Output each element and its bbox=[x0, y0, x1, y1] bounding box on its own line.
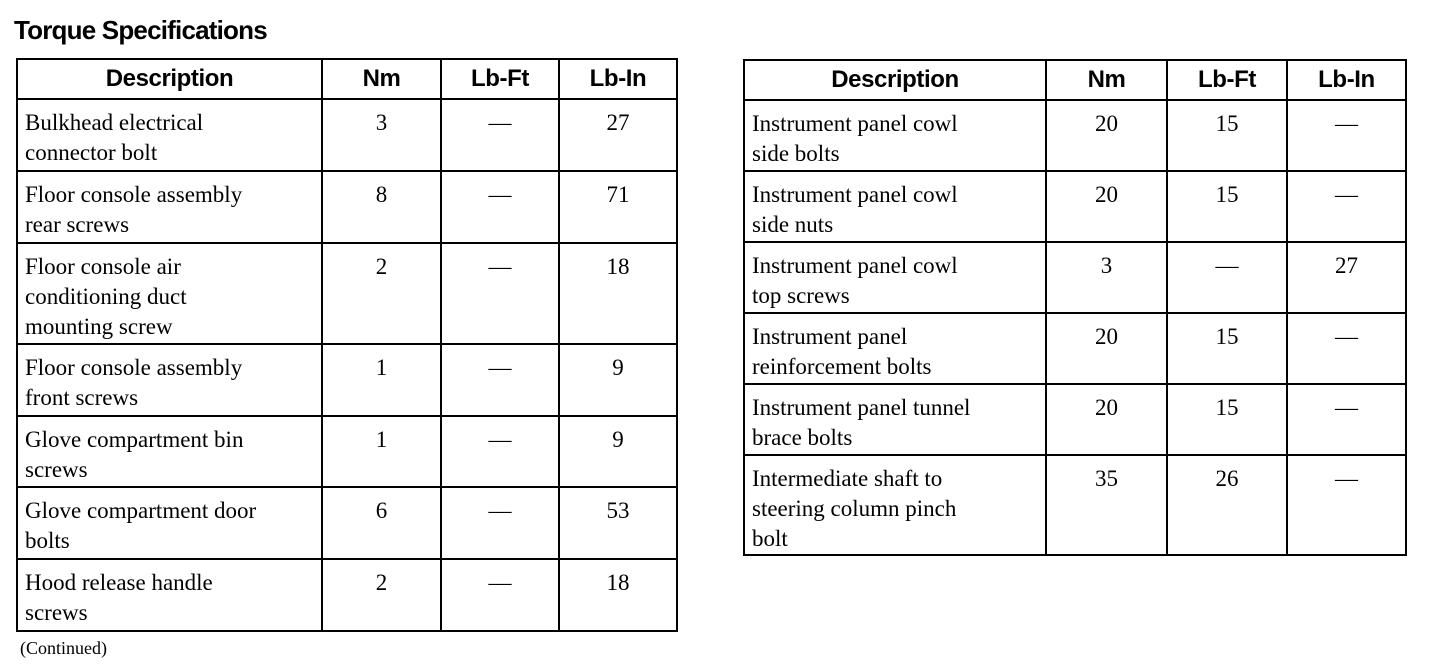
nm-cell: 2 bbox=[322, 559, 441, 631]
desc-line: screws bbox=[25, 457, 88, 482]
lb-ft-cell: — bbox=[441, 99, 559, 171]
lb-ft-cell: 15 bbox=[1167, 171, 1287, 242]
table-row bbox=[17, 344, 677, 416]
desc-line: Intermediate shaft to bbox=[752, 466, 943, 491]
desc-line: Floor console assembly bbox=[25, 182, 243, 207]
desc-line: Glove compartment door bbox=[25, 498, 257, 523]
nm-cell: 1 bbox=[322, 344, 441, 416]
lb-in-cell: 18 bbox=[559, 559, 677, 631]
desc-line: bolt bbox=[752, 526, 788, 551]
table-row bbox=[744, 313, 1406, 384]
description-cell bbox=[17, 243, 322, 344]
description-cell bbox=[17, 416, 322, 487]
desc-line: Hood release handle bbox=[25, 570, 213, 595]
torque-table-right bbox=[743, 59, 1407, 556]
desc-line: side nuts bbox=[752, 212, 834, 237]
lb-ft-cell: — bbox=[441, 416, 559, 487]
desc-line: Glove compartment bin bbox=[25, 427, 244, 452]
header-lb-ft: Lb-Ft bbox=[1167, 60, 1287, 100]
table-row bbox=[744, 242, 1406, 313]
lb-in-cell: 71 bbox=[559, 171, 677, 243]
lb-in-cell: 27 bbox=[1287, 242, 1406, 313]
description-cell bbox=[744, 242, 1046, 313]
description-cell bbox=[744, 455, 1046, 555]
description-cell bbox=[744, 313, 1046, 384]
header-row bbox=[17, 59, 677, 99]
desc-line: Instrument panel tunnel bbox=[752, 395, 971, 420]
nm-cell: 20 bbox=[1046, 100, 1167, 171]
nm-cell: 35 bbox=[1046, 455, 1167, 555]
lb-ft-cell: — bbox=[441, 171, 559, 243]
desc-line: Instrument panel cowl bbox=[752, 253, 958, 278]
desc-line: front screws bbox=[25, 385, 139, 410]
table-row bbox=[17, 559, 677, 631]
desc-line: top screws bbox=[752, 283, 850, 308]
desc-line: conditioning duct bbox=[25, 284, 187, 309]
header-lb-in: Lb-In bbox=[1287, 60, 1406, 100]
desc-line: Instrument panel bbox=[752, 324, 908, 349]
lb-ft-cell: — bbox=[441, 243, 559, 344]
desc-line: reinforcement bolts bbox=[752, 354, 932, 379]
desc-line: Instrument panel cowl bbox=[752, 111, 958, 136]
desc-line: bolts bbox=[25, 528, 70, 553]
lb-in-cell: 9 bbox=[559, 344, 677, 416]
table-row bbox=[744, 455, 1406, 555]
desc-line: Instrument panel cowl bbox=[752, 182, 958, 207]
lb-in-cell: 9 bbox=[559, 416, 677, 487]
description-cell bbox=[17, 99, 322, 171]
lb-ft-cell: — bbox=[1167, 242, 1287, 313]
desc-line: screws bbox=[25, 600, 88, 625]
desc-line: rear screws bbox=[25, 212, 130, 237]
desc-line: side bolts bbox=[752, 141, 840, 166]
table-row bbox=[744, 171, 1406, 242]
lb-in-cell: — bbox=[1287, 313, 1406, 384]
nm-cell: 20 bbox=[1046, 171, 1167, 242]
description-cell bbox=[17, 559, 322, 631]
table-row bbox=[17, 243, 677, 344]
table-row bbox=[17, 487, 677, 559]
header-lb-ft: Lb-Ft bbox=[441, 59, 559, 99]
desc-line: Floor console assembly bbox=[25, 355, 243, 380]
desc-line: connector bolt bbox=[25, 140, 158, 165]
header-description: Description bbox=[744, 60, 1046, 100]
lb-ft-cell: 15 bbox=[1167, 313, 1287, 384]
desc-line: brace bolts bbox=[752, 425, 853, 450]
lb-in-cell: 53 bbox=[559, 487, 677, 559]
continued-note: (Continued) bbox=[20, 638, 107, 658]
lb-ft-cell: 15 bbox=[1167, 100, 1287, 171]
description-cell bbox=[17, 171, 322, 243]
description-cell bbox=[17, 487, 322, 559]
desc-line: steering column pinch bbox=[752, 496, 957, 521]
nm-cell: 20 bbox=[1046, 384, 1167, 455]
nm-cell: 3 bbox=[322, 99, 441, 171]
header-row bbox=[744, 60, 1406, 100]
lb-ft-cell: — bbox=[441, 344, 559, 416]
header-nm: Nm bbox=[322, 59, 441, 99]
nm-cell: 8 bbox=[322, 171, 441, 243]
header-lb-in: Lb-In bbox=[559, 59, 677, 99]
nm-cell: 1 bbox=[322, 416, 441, 487]
lb-in-cell: — bbox=[1287, 455, 1406, 555]
lb-in-cell: — bbox=[1287, 384, 1406, 455]
table-row bbox=[17, 171, 677, 243]
lb-in-cell: 27 bbox=[559, 99, 677, 171]
header-description: Description bbox=[17, 59, 322, 99]
table-row bbox=[744, 100, 1406, 171]
description-cell bbox=[17, 344, 322, 416]
description-cell bbox=[744, 384, 1046, 455]
description-cell bbox=[744, 171, 1046, 242]
desc-line: mounting screw bbox=[25, 314, 173, 339]
table-row bbox=[744, 384, 1406, 455]
table-row bbox=[17, 416, 677, 487]
description-cell bbox=[744, 100, 1046, 171]
nm-cell: 20 bbox=[1046, 313, 1167, 384]
desc-line: Bulkhead electrical bbox=[25, 110, 204, 135]
lb-in-cell: 18 bbox=[559, 243, 677, 344]
lb-ft-cell: — bbox=[441, 487, 559, 559]
lb-in-cell: — bbox=[1287, 171, 1406, 242]
lb-ft-cell: 26 bbox=[1167, 455, 1287, 555]
table-row bbox=[17, 99, 677, 171]
nm-cell: 2 bbox=[322, 243, 441, 344]
lb-in-cell: — bbox=[1287, 100, 1406, 171]
torque-table-left bbox=[16, 58, 678, 632]
nm-cell: 3 bbox=[1046, 242, 1167, 313]
header-nm: Nm bbox=[1046, 60, 1167, 100]
nm-cell: 6 bbox=[322, 487, 441, 559]
page-title: Torque Specifications bbox=[14, 15, 267, 45]
lb-ft-cell: — bbox=[441, 559, 559, 631]
desc-line: Floor console air bbox=[25, 254, 181, 279]
lb-ft-cell: 15 bbox=[1167, 384, 1287, 455]
